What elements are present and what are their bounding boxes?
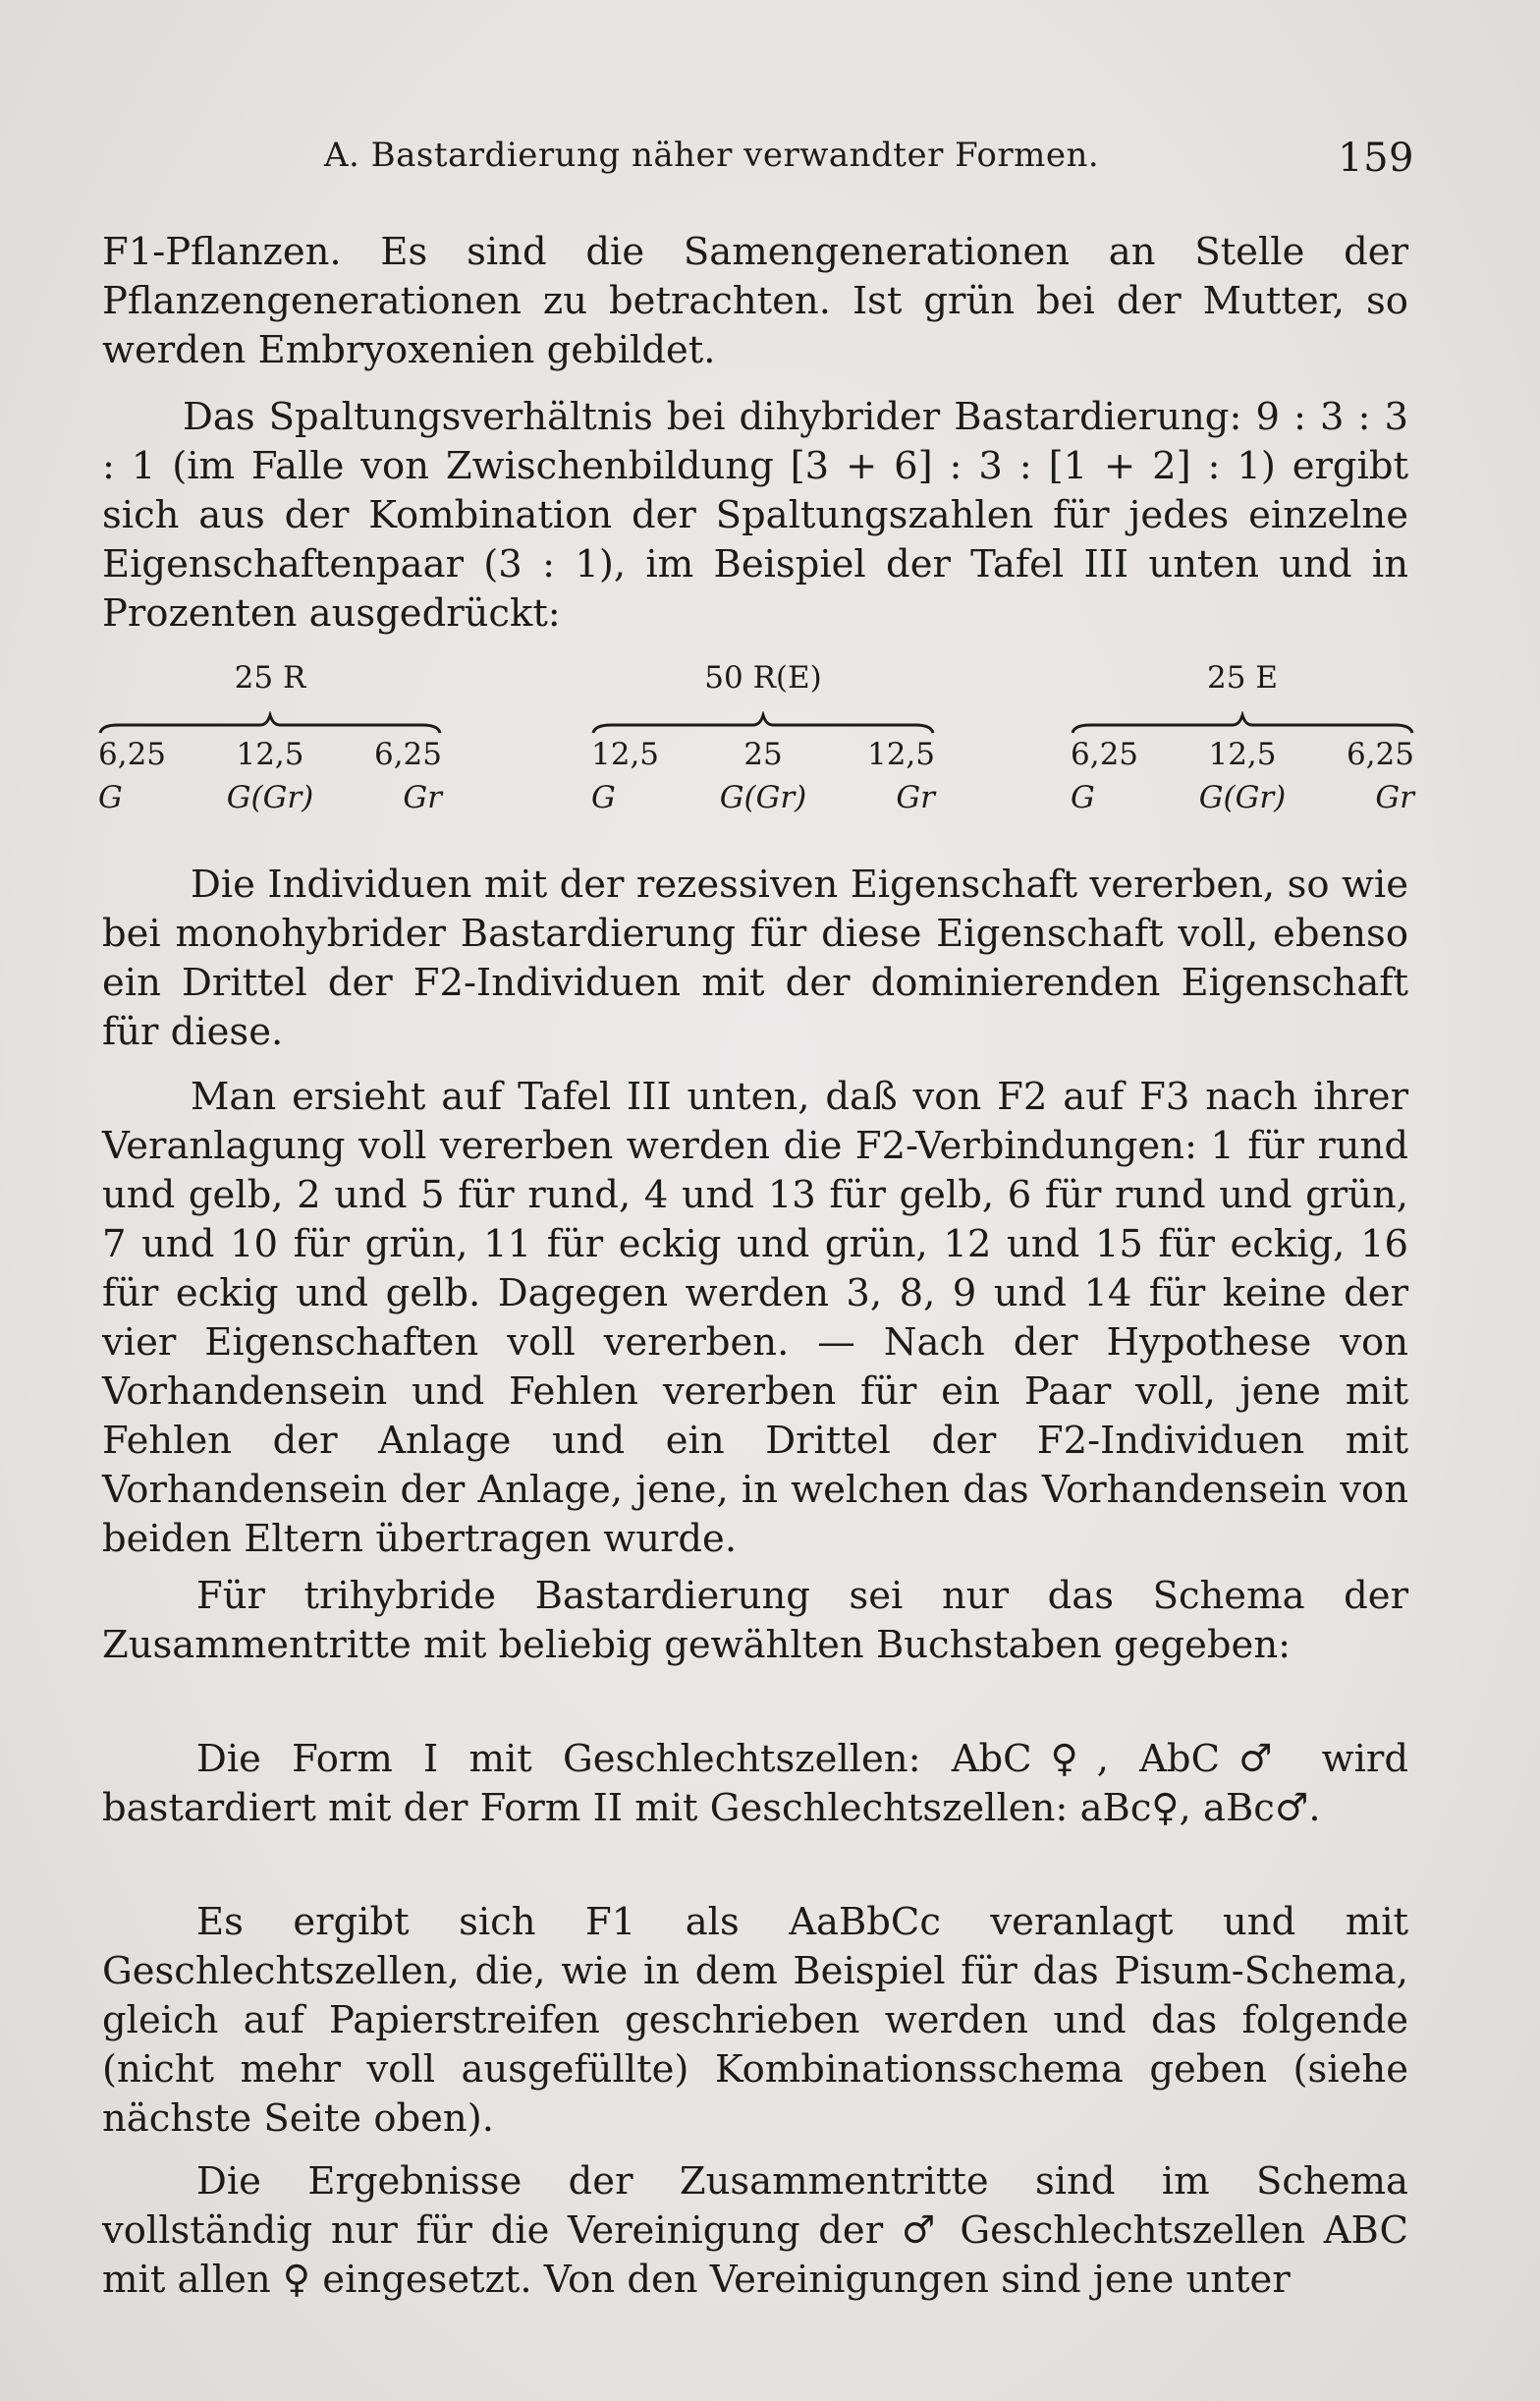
paragraph-6: Die Form I mit Geschlechtszellen: AbC♀, AbC♂ wird bastardiert mit der Form II mit Geschlechtszellen: aBc♀, aBc♂. [102,1737,1408,1830]
genotype-label: G [1071,780,1095,815]
percent-value: 12,5 [591,737,660,772]
paragraph-4: Man ersieht auf Tafel III unten, daß von F2 auf F3 nach ihrer Veranlagung voll vererben werden die F2-Verbindungen: 1 für rund und gelb, 2 und 5 für rund, 4 und 13 für gelb, 6 für rund und grün, 7 und 10 für grün, 11 für eckig und grün, 12 und 15 für eckig, 16 für eckig und gelb. Dagegen werden 3, 8, 9 und 14 für keine der vier Eigenschaften voll vererben. — Nach der Hypothese von Vorhandensein und Fehlen vererben für ein Paar voll, jene mit Fehlen der Anlage und ein Drittel der F2-Individuen mit Vorhandensein der Anlage, jene, in welchen das Vorhandensein von beiden Eltern übertragen wurde. [102,1075,1408,1561]
grouping-brace [98,711,442,735]
percent-row [591,737,935,772]
label-row [591,780,935,815]
genotype-label: Gr [403,780,442,815]
genotype-label: Gr [1375,780,1414,815]
genotype-label: G(Gr) [226,780,314,815]
percent-value: 6,25 [1346,737,1414,772]
label-row [98,780,442,815]
grouping-brace [591,711,935,735]
label-row [1071,780,1414,815]
group-title: 25 E [1207,660,1278,696]
genotype-label: G(Gr) [719,780,807,815]
percent-value: 12,5 [236,737,304,772]
page-header [324,136,1414,185]
grouping-brace [1071,711,1414,735]
running-title: A. Bastardierung näher verwandter Formen. [324,136,1100,175]
paragraph-1: F1-Pflanzen. Es sind die Samengenerationen an Stelle der Pflanzengenerationen zu betrachten. Ist grün bei der Mutter, so werden Embryoxenien gebildet. [102,230,1408,372]
genotype-label: G [591,780,616,815]
genotype-label: Gr [896,780,935,815]
percent-value: 12,5 [1208,737,1277,772]
paragraph-3: Die Individuen mit der rezessiven Eigenschaft vererben, so wie bei monohybrider Bastardierung für diese Eigenschaft voll, ebenso ein Drittel der F2-Individuen mit der dominierenden Eigenschaft für diese. [102,863,1408,1054]
scheme-group-r [98,660,442,829]
percent-value: 12,5 [866,737,935,772]
group-title: 50 R(E) [704,660,822,696]
percent-row [98,737,442,772]
percent-row [1071,737,1414,772]
paragraph-7: Es ergibt sich F1 als AaBbCc veranlagt und mit Geschlechtszellen, die, wie in dem Beispiel für das Pisum-Schema, gleich auf Papierstreifen geschrieben werden und das folgende (nicht mehr voll ausgefüllte) Kombinationsschema geben (siehe nächste Seite oben). [102,1900,1408,2141]
percent-value: 6,25 [373,737,442,772]
paragraph-2: Das Spaltungsverhältnis bei dihybrider Bastardierung: 9 : 3 : 3 : 1 (im Falle von Zwischenbildung [3 + 6] : 3 : [1 + 2] : 1) ergibt sich aus der Kombination der Spaltungszahlen für jedes einzelne Eigenschaftenpaar (3 : 1), im Beispiel der Tafel III unten und in Prozenten ausgedrückt: [102,395,1408,636]
percent-value: 6,25 [98,737,167,772]
splitting-scheme [98,660,1414,829]
paragraph-8: Die Ergebnisse der Zusammentritte sind im Schema vollständig nur für die Vereinigung der ♂ Geschlechtszellen ABC mit allen ♀ eingesetzt. Von den Vereinigungen sind jene unter [102,2159,1408,2302]
genotype-label: G [98,780,123,815]
percent-value: 25 [743,737,783,772]
group-title: 25 R [234,660,306,696]
scheme-group-e [1071,660,1414,829]
scheme-group-re [591,660,935,829]
percent-value: 6,25 [1071,737,1139,772]
genotype-label: G(Gr) [1198,780,1287,815]
page-number: 159 [1338,136,1414,181]
paragraph-5: Für trihybride Bastardierung sei nur das Schema der Zusammentritte mit beliebig gewählten Buchstaben gegeben: [102,1574,1408,1667]
